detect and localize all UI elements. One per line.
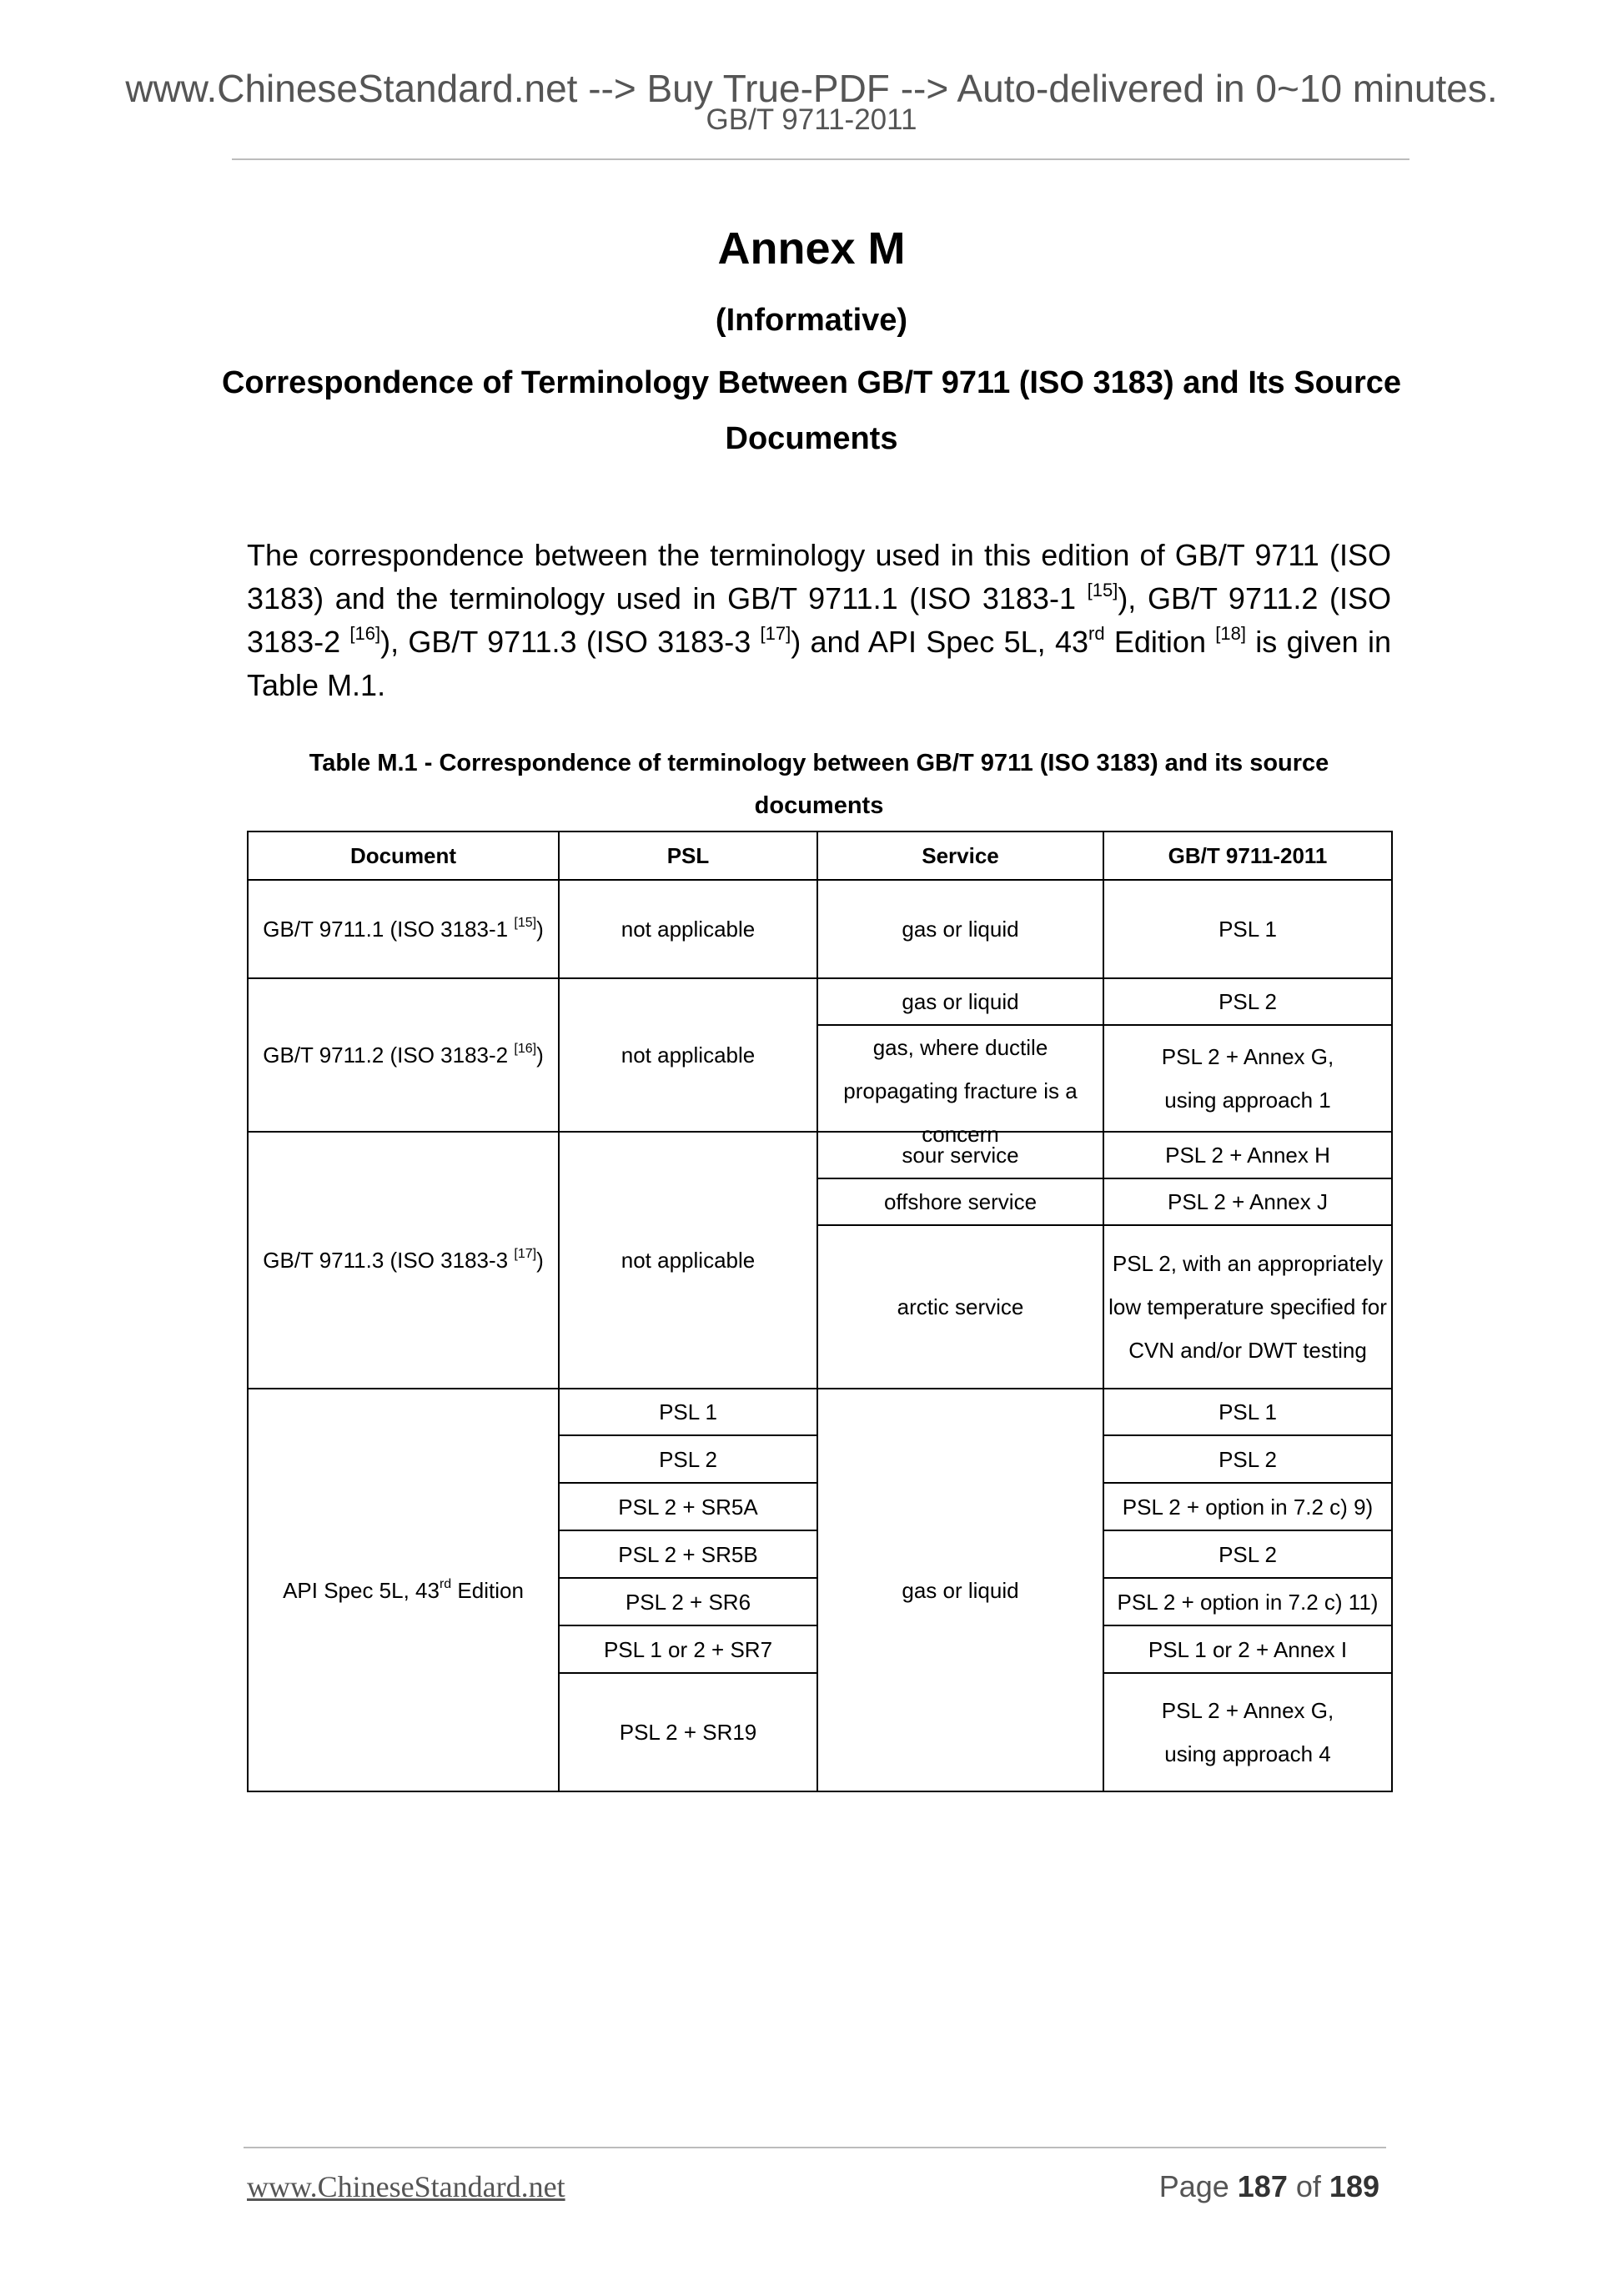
table-row <box>248 1132 1392 1178</box>
service-cell: gas or liquid <box>817 1389 1103 1791</box>
psl-cell: PSL 1 or 2 + SR7 <box>559 1625 817 1673</box>
gbt-cell: PSL 2 <box>1103 1435 1392 1483</box>
reference-15: [15] <box>1087 580 1118 600</box>
table-row <box>248 978 1392 1025</box>
page-number: Page 187 of 189 <box>1158 2169 1379 2203</box>
source-banner: www.ChineseStandard.net --> Buy True-PDF --> Auto-delivered in 0~10 minutes. <box>125 67 1498 110</box>
header-gbt: GB/T 9711-2011 <box>1103 831 1392 880</box>
gbt-cell: PSL 2 + option in 7.2 c) 9) <box>1103 1483 1392 1530</box>
gbt-cell: PSL 2 + Annex H <box>1103 1132 1392 1178</box>
service-cell: arctic service <box>817 1225 1103 1389</box>
terminology-table <box>247 831 1393 1792</box>
psl-cell: PSL 2 + SR6 <box>559 1578 817 1625</box>
psl-cell: PSL 1 <box>559 1389 817 1435</box>
annex-title: Annex M <box>717 224 906 274</box>
psl-cell: PSL 2 <box>559 1435 817 1483</box>
service-cell: gas or liquid <box>817 880 1103 978</box>
psl-cell: PSL 2 + SR5B <box>559 1530 817 1578</box>
gbt-cell: PSL 2 + option in 7.2 c) 11) <box>1103 1578 1392 1625</box>
annex-heading: Correspondence of Terminology Between GB/T 9711 (ISO 3183) and Its Source Documents <box>221 365 1402 456</box>
psl-cell: not applicable <box>559 1132 817 1389</box>
reference-17: [17] <box>760 623 791 644</box>
psl-cell: not applicable <box>559 978 817 1132</box>
document-cell: API Spec 5L, 43rd Edition <box>248 1389 559 1791</box>
gbt-cell: PSL 1 or 2 + Annex I <box>1103 1625 1392 1673</box>
footer-site-link[interactable]: www.ChineseStandard.net <box>247 2170 565 2203</box>
header-service: Service <box>817 831 1103 880</box>
document-cell: GB/T 9711.3 (ISO 3183-3 [17]) <box>248 1132 559 1389</box>
reference-16: [16] <box>349 623 381 644</box>
psl-cell: not applicable <box>559 880 817 978</box>
psl-cell: PSL 2 + SR5A <box>559 1483 817 1530</box>
intro-paragraph: The correspondence between the terminology used in this edition of GB/T 9711 (ISO 3183) and the terminology used in GB/T 9711.1 (ISO 3183-1 [15]), GB/T 9711.2 (ISO 3183-2 [16]), GB/T 9711.3 (ISO 3183-3 [17]) and API Spec 5L, 43rd Edition [18] is given in Table M.1. <box>247 538 1392 702</box>
gbt-cell: PSL 2 <box>1103 978 1392 1025</box>
table-row <box>248 880 1392 978</box>
service-cell: gas or liquid <box>817 978 1103 1025</box>
service-cell: gas, where ductile propagating fracture is a concern <box>817 1025 1103 1132</box>
gbt-cell: PSL 2 + Annex G, using approach 1 <box>1103 1025 1392 1132</box>
document-cell: GB/T 9711.1 (ISO 3183-1 [15]) <box>248 880 559 978</box>
header-psl: PSL <box>559 831 817 880</box>
table-row <box>248 1389 1392 1435</box>
gbt-cell: PSL 2, with an appropriately low temperature specified for CVN and/or DWT testing <box>1103 1225 1392 1389</box>
gbt-cell: PSL 2 <box>1103 1530 1392 1578</box>
gbt-cell: PSL 1 <box>1103 1389 1392 1435</box>
reference-18: [18] <box>1215 623 1246 644</box>
service-cell: sour service <box>817 1132 1103 1178</box>
annex-type: (Informative) <box>715 303 908 338</box>
header-divider <box>232 158 1409 160</box>
gbt-cell: PSL 2 + Annex J <box>1103 1178 1392 1225</box>
psl-cell: PSL 2 + SR19 <box>559 1673 817 1791</box>
standard-number: GB/T 9711-2011 <box>706 103 917 136</box>
table-header-row <box>248 831 1392 880</box>
service-cell: offshore service <box>817 1178 1103 1225</box>
document-cell: GB/T 9711.2 (ISO 3183-2 [16]) <box>248 978 559 1132</box>
header-document: Document <box>248 831 559 880</box>
gbt-cell: PSL 2 + Annex G, using approach 4 <box>1103 1673 1392 1791</box>
footer-divider <box>244 2147 1386 2148</box>
gbt-cell: PSL 1 <box>1103 880 1392 978</box>
table-caption: Table M.1 - Correspondence of terminology between GB/T 9711 (ISO 3183) and its source documents <box>309 750 1329 819</box>
